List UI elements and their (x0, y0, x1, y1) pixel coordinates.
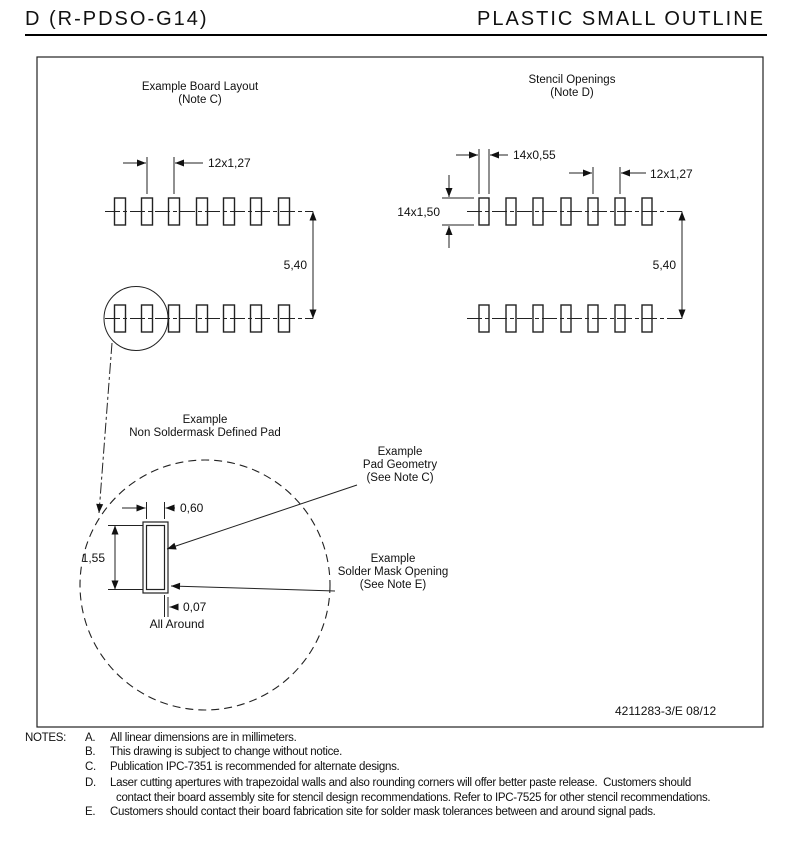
note-text: Publication IPC-7351 is recommended for alternate designs. (110, 760, 400, 773)
stencil-height-dimension (397, 175, 474, 248)
note-id: C. (85, 760, 96, 773)
dim-label: 12x1,27 (650, 167, 693, 181)
note-text: This drawing is subject to change without notice. (110, 746, 343, 759)
clearance-note: All Around (149, 617, 205, 631)
pad-geometry-callout (167, 446, 437, 549)
document-number: 4211283-3/E 08/12 (615, 704, 717, 718)
dim-label: 1,55 (81, 551, 105, 565)
note-id: E. (85, 806, 96, 819)
callout-line: Example (370, 553, 416, 565)
solder-mask-callout (171, 553, 448, 591)
note-id: B. (85, 746, 96, 759)
stencil-row-spacing-dimension (653, 212, 682, 319)
notes-section (25, 731, 791, 819)
pad-outline (147, 526, 165, 590)
detail-title: Example (182, 414, 228, 426)
note-text: contact their board assembly site for stencil design recommendations. Refer to IPC-7525 for other stencil recommendations. (116, 791, 711, 804)
mask-clearance-dimension (150, 595, 207, 631)
note-row (25, 776, 791, 790)
callout-line: (See Note E) (359, 579, 427, 591)
dim-label: 0,60 (180, 501, 204, 515)
package-designator-title: D (R-PDSO-G14) (25, 8, 209, 30)
note-text: Customers should contact their board fabrication site for solder mask tolerances between and around signal pads. (110, 806, 656, 819)
dim-label: 5,40 (652, 258, 676, 272)
callout-line: Pad Geometry (362, 459, 438, 471)
stencil-title: Stencil Openings (528, 74, 616, 86)
note-id: A. (85, 732, 96, 744)
stencil-width-dimension (456, 148, 556, 194)
detail-leader-line (99, 343, 112, 513)
drawing-border (37, 57, 763, 727)
notes-heading: NOTES: (25, 732, 67, 744)
note-row (25, 731, 791, 745)
callout-line: Solder Mask Opening (337, 566, 449, 578)
callout-line: (See Note C) (366, 472, 434, 484)
note-row (25, 760, 791, 774)
board-layout-note-ref: (Note C) (178, 94, 222, 106)
note-row (25, 745, 791, 759)
board-layout-figure (99, 81, 313, 513)
note-id: D. (85, 777, 96, 790)
note-row (25, 805, 791, 819)
pad-detail-figure (80, 414, 448, 710)
mechanical-drawing (0, 45, 798, 745)
board-pitch-dimension (123, 156, 251, 194)
package-type-title: PLASTIC SMALL OUTLINE (477, 8, 765, 30)
dim-label: 12x1,27 (208, 156, 251, 170)
callout-line: Example (377, 446, 423, 458)
dim-label: 14x1,50 (397, 205, 440, 219)
detail-subtitle: Non Soldermask Defined Pad (129, 427, 281, 439)
dim-label: 14x0,55 (513, 148, 556, 162)
note-text: Laser cutting apertures with trapezoidal walls and also rounding corners will offer better paste release. Customers should (110, 777, 692, 790)
board-layout-title: Example Board Layout (141, 81, 259, 93)
stencil-note-ref: (Note D) (550, 87, 594, 99)
board-row-spacing-dimension (284, 212, 313, 319)
stencil-pitch-dimension (569, 167, 693, 194)
dim-label: 5,40 (283, 258, 307, 272)
note-row-continuation (25, 791, 791, 805)
stencil-figure (397, 74, 693, 332)
pad-width-dimension (122, 501, 204, 519)
note-text: All linear dimensions are in millimeters. (110, 732, 297, 744)
detail-view-circle (80, 460, 330, 710)
header-rule (25, 34, 767, 36)
dim-label: 0,07 (183, 600, 207, 614)
